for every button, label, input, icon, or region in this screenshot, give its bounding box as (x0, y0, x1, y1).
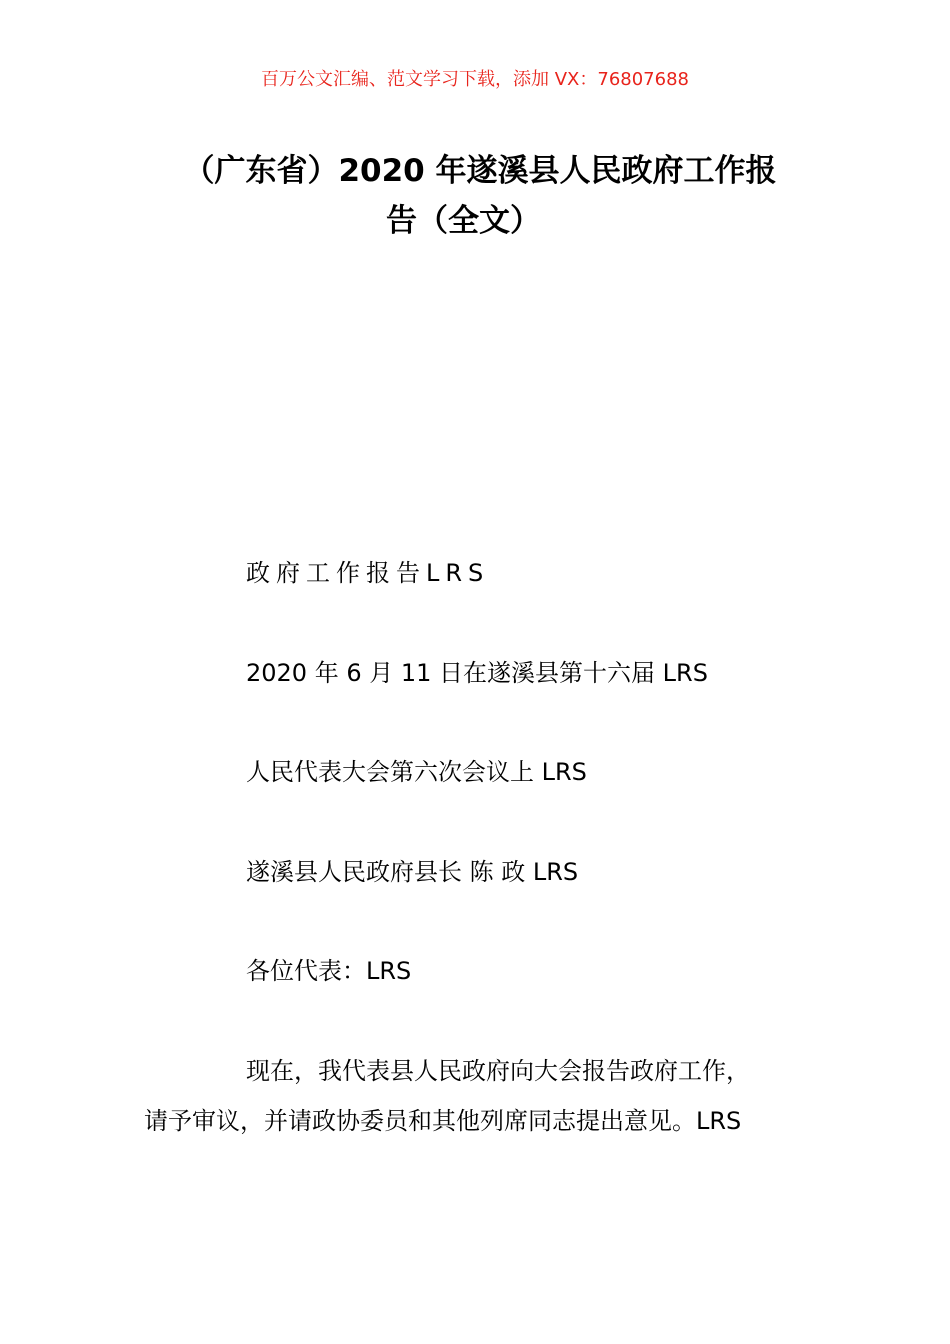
body-line-meeting: 人民代表大会第六次会议上 LRS (246, 758, 587, 786)
body-line-date: 2020 年 6 月 11 日在遂溪县第十六届 LRS (246, 659, 708, 687)
header-note: 百万公文汇编、范文学习下载，添加 VX：76807688 (261, 69, 689, 90)
body-paragraph (144, 1046, 814, 1146)
paragraph-line-1: 现在，我代表县人民政府向大会报告政府工作， (246, 1057, 750, 1085)
title-line-1: （广东省）2020 年遂溪县人民政府工作报 (183, 153, 777, 189)
document-title (150, 146, 810, 246)
paragraph-line-2: 请予审议，并请政协委员和其他列席同志提出意见。LRS (144, 1107, 742, 1135)
body-line-speaker: 遂溪县人民政府县长 陈 政 LRS (246, 858, 579, 886)
body-line-salutation: 各位代表：LRS (246, 957, 412, 985)
body-line-report-name: 政府工作报告LRS (246, 559, 490, 587)
title-line-2: 告（全文） (386, 203, 541, 239)
